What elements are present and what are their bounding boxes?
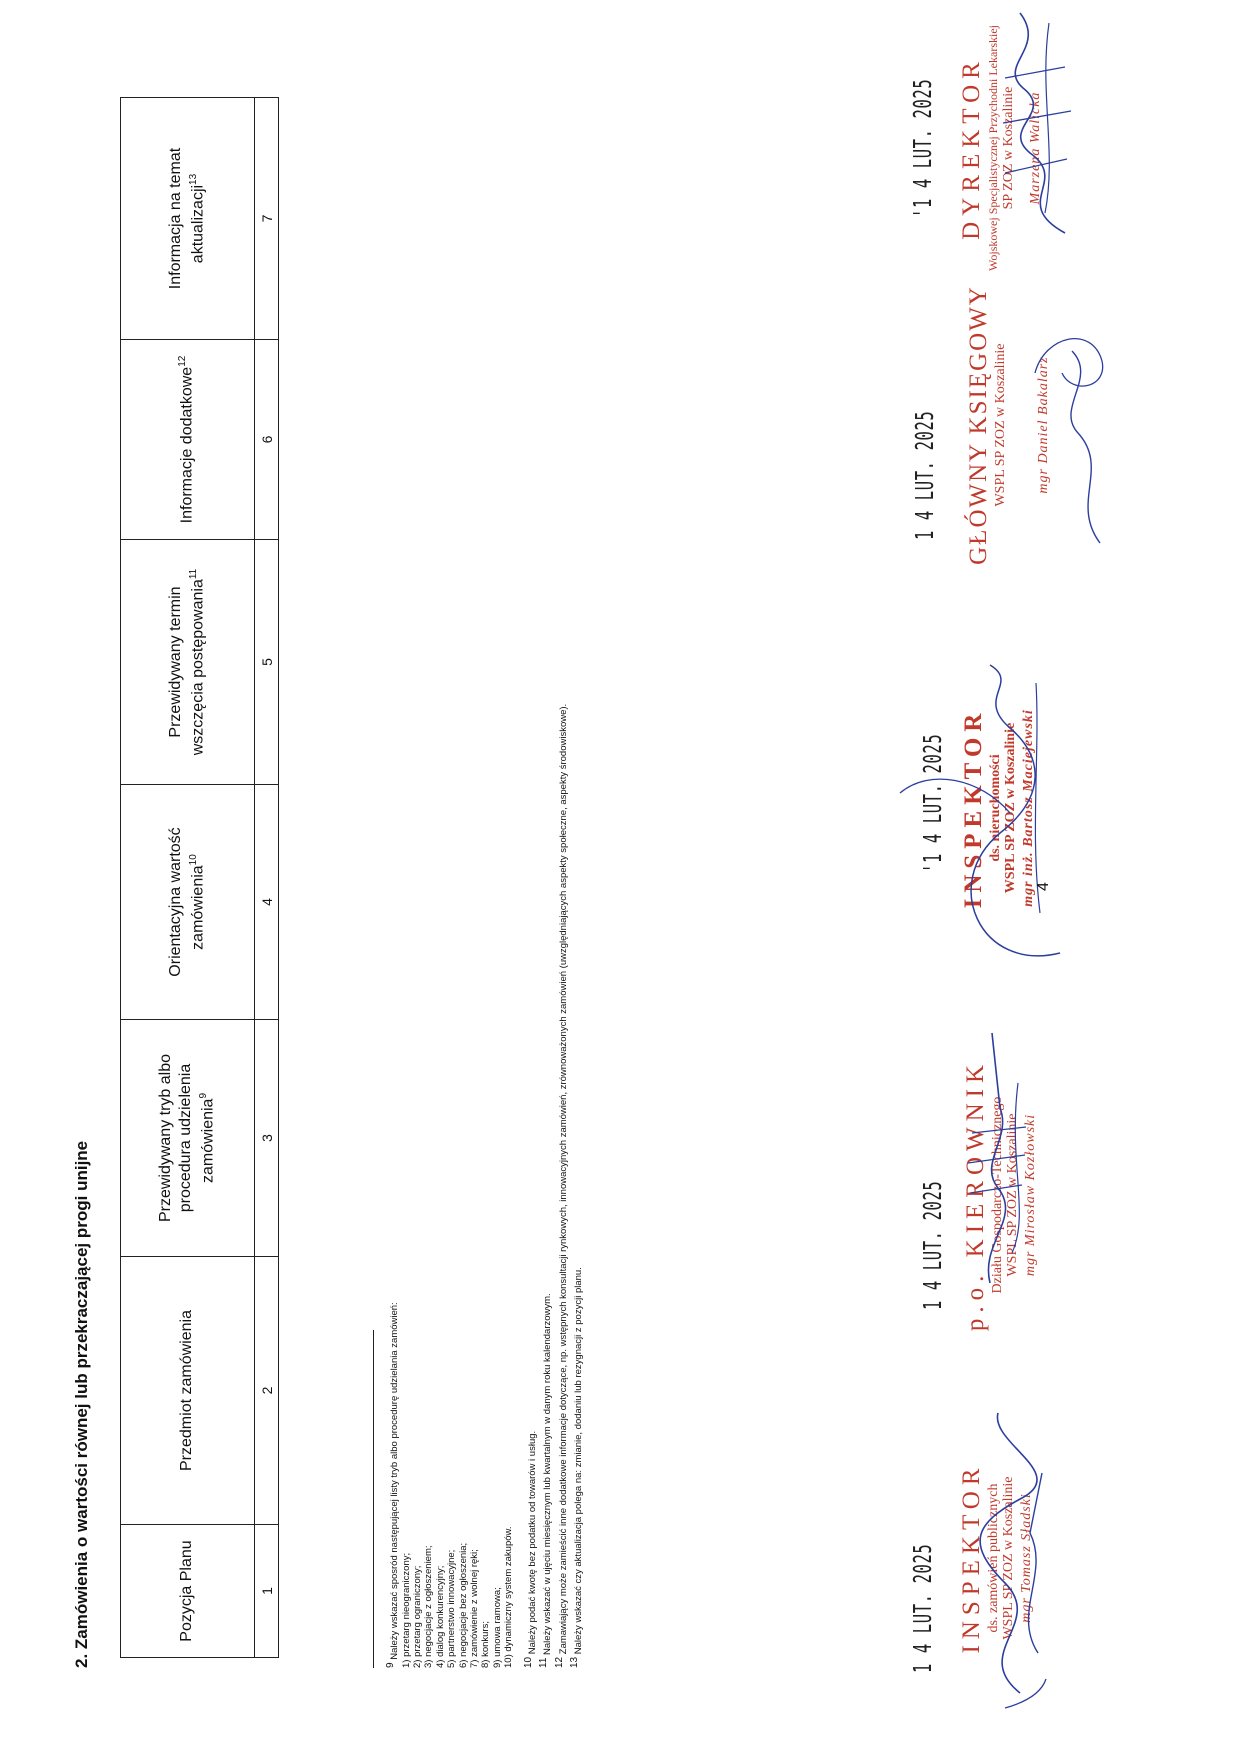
footnote-item: 3) negocjacje z ogłoszeniem; <box>423 1545 435 1668</box>
table-number-row <box>255 98 279 1658</box>
header-cell-start-date: Przewidywany termin wszczęcia postępowania$^{11}$ <box>121 540 255 785</box>
footnote-10: $^{10}$ Należy podać kwotę bez podatku od towarów i usług. <box>522 1430 538 1668</box>
date-stamp: 1 4 LUT. 2025 <box>918 1180 947 1310</box>
footnote-gap <box>515 704 523 1668</box>
stamp-technical-manager: p.o. KIEROWNIK Działu Gospodarczo-Technicznego WSPL SP ZOZ w Koszalinie mgr Mirosław Kozłowski <box>962 1058 1038 1332</box>
footnote-item: 8) konkurs; <box>480 1621 492 1668</box>
stamp-director: DYREKTOR Wojskowej Specjalistycznej Przychodni Lekarskiej SP ZOZ w Koszalinie Marzena Walicka <box>958 25 1043 271</box>
stamp-procurement-inspector: INSPEKTOR ds. zamówień publicznych WSPL SP ZOZ w Koszalinie mgr Tomasz Sładski <box>958 1462 1034 1654</box>
header-cell-plan-position: Pozycja Planu <box>121 1525 255 1658</box>
number-cell: 3 <box>255 1020 279 1257</box>
date-stamp: '1 4 LUT. 2025 <box>918 733 947 873</box>
footnote-item: 2) przetarg ograniczony; <box>411 1565 423 1668</box>
footnote-item: 7) zamówienie z wolnej ręki; <box>469 1549 480 1668</box>
footnote-separator <box>373 1330 374 1668</box>
footnote-item: 10) dynamiczny system zakupów. <box>503 1526 515 1668</box>
footnote-item: 6) negocjacje bez ogłoszenia; <box>457 1542 469 1668</box>
footnote-11: $^{11}$ Należy wskazać w ujęciu miesięcznym lub kwartalnym w danym roku kalendarzowym. <box>538 1293 554 1668</box>
stamp-chief-accountant: GŁÓWNY KSIĘGOWY WSPL SP ZOZ w Koszalinie mgr Daniel Bakalarz <box>965 285 1051 565</box>
section-title: 2. Zamówienia o wartości równej lub przekraczającej progi unijne <box>72 1140 91 1668</box>
number-cell: 2 <box>255 1257 279 1525</box>
footnote-item: 5) partnerstwo innowacyjne; <box>446 1549 458 1668</box>
table-header-row <box>121 98 255 1658</box>
date-stamp: 1 4 LUT. 2025 <box>908 1543 937 1673</box>
header-cell-subject: Przedmiot zamówienia <box>121 1257 255 1525</box>
footnote-item: 1) przetarg nieograniczony; <box>400 1552 412 1668</box>
footnote-13: $^{13}$ Należy wskazać czy aktualizacja polega na: zmianie, dodaniu lub rezygnacji z pozycji planu. <box>569 1267 585 1668</box>
header-cell-additional-info: Informacje dodatkowe$^{12}$ <box>121 340 255 540</box>
footnote-item: 9) umowa ramowa; <box>491 1587 503 1668</box>
header-cell-estimated-value: Orientacyjna wartość zamówienia$^{10}$ <box>121 785 255 1020</box>
footnotes <box>385 704 585 1668</box>
number-cell: 7 <box>255 98 279 340</box>
stamp-property-inspector: INSPEKTOR ds. nieruchomości WSPL SP ZOZ w Koszalinie mgr inż. Bartosz Maciejewski <box>960 707 1036 909</box>
footnote-9: $^9$ Należy wskazać sposród następującej listy tryb albo procedurę udzielania zamówień: <box>385 1302 401 1668</box>
header-cell-update-info: Informacja na temat aktualizacji$^{13}$ <box>121 98 255 340</box>
procurement-table <box>120 97 279 1658</box>
header-cell-procedure: Przewidywany tryb albo procedura udzielenia zamówienia$^9$ <box>121 1020 255 1257</box>
number-cell: 4 <box>255 785 279 1020</box>
date-stamp: '1 4 LUT. 2025 <box>908 78 937 218</box>
number-cell: 6 <box>255 340 279 540</box>
footnote-item: 4) dialog konkurencyjny; <box>434 1565 446 1668</box>
footnote-12: $^{12}$ Zamawiający może zamieścić inne dodatkowe informacje dotyczące, np. wstępnych konsultacji rynkowych, innowacyjnych zamówień, zrównoważonych zamówień (uwzględniających aspekty społeczne, aspekty środowiskowe). <box>553 703 569 1668</box>
number-cell: 5 <box>255 540 279 785</box>
number-cell: 1 <box>255 1525 279 1658</box>
date-stamp: 1 4 LUT. 2025 <box>910 410 939 540</box>
page-number: 4 <box>1035 882 1052 891</box>
